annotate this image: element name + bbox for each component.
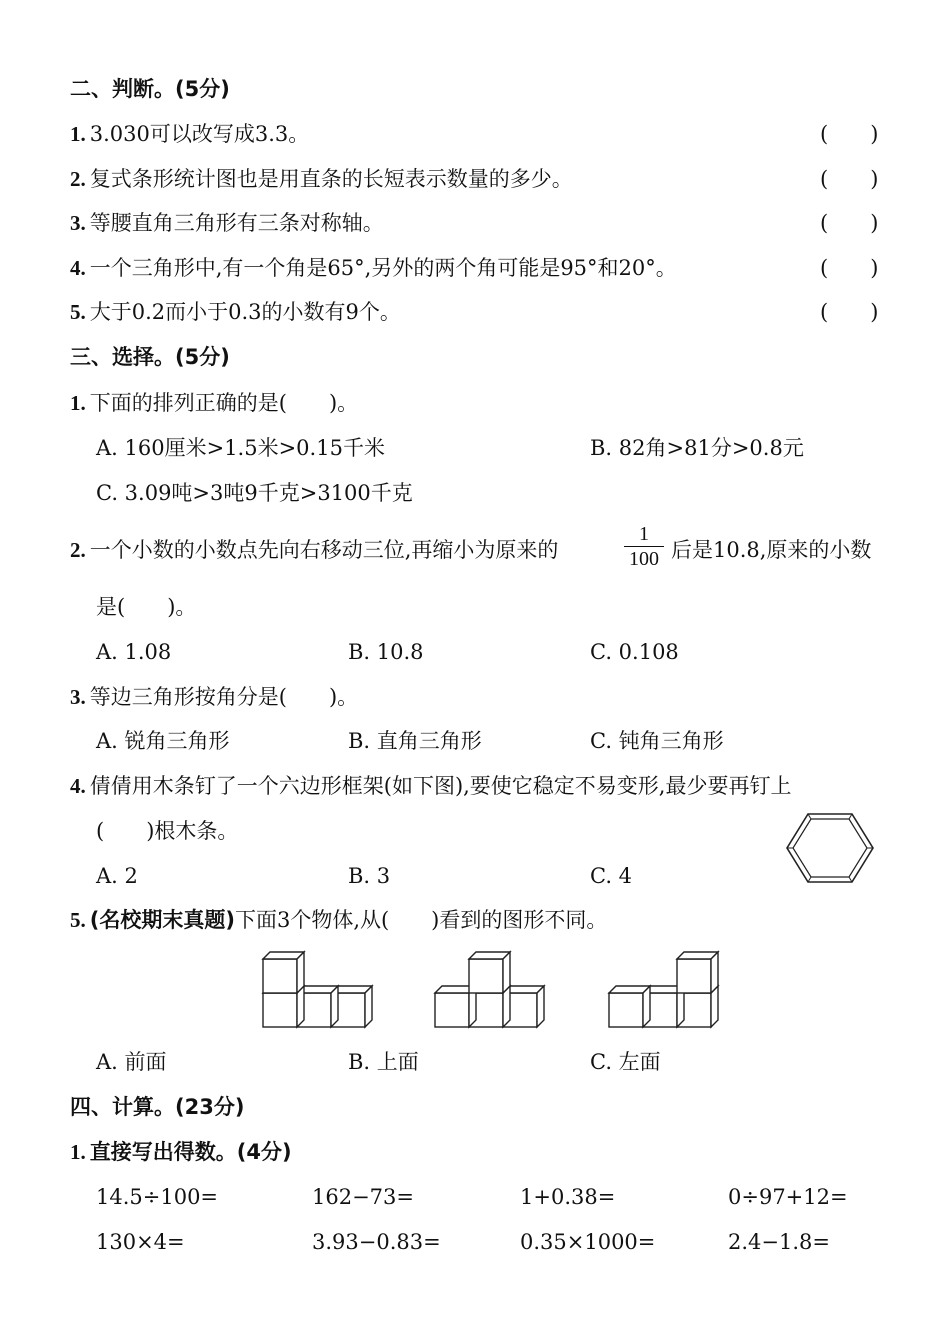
question-2-line-2: 是( )。	[96, 595, 197, 619]
answer-blank[interactable]: ( )	[820, 256, 879, 280]
option-a[interactable]: A. 1.08	[96, 640, 172, 664]
answer-blank[interactable]: ( )	[820, 122, 879, 146]
answer-blank[interactable]: ( )	[820, 300, 879, 324]
calc-problem[interactable]: 0.35×1000=	[520, 1230, 656, 1254]
calc-problem[interactable]: 1+0.38=	[520, 1185, 616, 1209]
option-b[interactable]: B. 82角>81分>0.8元	[590, 436, 804, 460]
cube-stack-3	[609, 952, 718, 1027]
option-c[interactable]: C. 钝角三角形	[590, 729, 724, 753]
calc-problem[interactable]: 162−73=	[312, 1185, 414, 1209]
question-2-text-after: 后是10.8,原来的小数	[671, 538, 872, 562]
judgment-item-3: 3. 等腰直角三角形有三条对称轴。	[70, 211, 384, 235]
hexagon-frame-icon	[782, 810, 878, 886]
answer-blank[interactable]: ( )	[820, 211, 879, 235]
section-heading-choice: 三、选择。(5分)	[70, 345, 230, 369]
cube-stack-1	[263, 952, 372, 1027]
calc-problem[interactable]: 130×4=	[96, 1230, 185, 1254]
choice-question-3: 3. 等边三角形按角分是( )。	[70, 685, 359, 709]
question-4-line-2: ( )根木条。	[96, 819, 239, 843]
choice-question-4: 4. 倩倩用木条钉了一个六边形框架(如下图),要使它稳定不易变形,最少要再钉上	[70, 774, 792, 798]
option-a[interactable]: A. 2	[96, 864, 138, 888]
choice-question-5: 5. (名校期末真题)下面3个物体,从( )看到的图形不同。	[70, 908, 608, 932]
option-b[interactable]: B. 3	[348, 864, 391, 888]
section-heading-judgment: 二、判断。(5分)	[70, 77, 230, 101]
cube-stack-2	[435, 952, 544, 1027]
option-b[interactable]: B. 上面	[348, 1050, 419, 1074]
option-b[interactable]: B. 10.8	[348, 640, 424, 664]
choice-question-2: 2. 一个小数的小数点先向右移动三位,再缩小为原来的	[70, 538, 559, 562]
answer-blank[interactable]: ( )	[820, 167, 879, 191]
option-c[interactable]: C. 左面	[590, 1050, 661, 1074]
option-b[interactable]: B. 直角三角形	[348, 729, 482, 753]
option-c[interactable]: C. 0.108	[590, 640, 679, 664]
option-a[interactable]: A. 锐角三角形	[96, 729, 230, 753]
calc-question-1: 1. 直接写出得数。(4分)	[70, 1140, 292, 1164]
calc-problem[interactable]: 3.93−0.83=	[312, 1230, 441, 1254]
judgment-item-5: 5. 大于0.2而小于0.3的小数有9个。	[70, 300, 401, 324]
calc-problem[interactable]: 0÷97+12=	[728, 1185, 848, 1209]
choice-question-1: 1. 下面的排列正确的是( )。	[70, 391, 359, 415]
cube-stacks-icon	[255, 948, 735, 1034]
option-c[interactable]: C. 3.09吨>3吨9千克>3100千克	[96, 481, 413, 505]
calc-problem[interactable]: 14.5÷100=	[96, 1185, 219, 1209]
option-a[interactable]: A. 160厘米>1.5米>0.15千米	[96, 436, 385, 460]
calc-problem[interactable]: 2.4−1.8=	[728, 1230, 830, 1254]
fraction-one-hundredth: 1 100	[624, 523, 664, 570]
option-a[interactable]: A. 前面	[96, 1050, 167, 1074]
judgment-item-2: 2. 复式条形统计图也是用直条的长短表示数量的多少。	[70, 167, 573, 191]
section-heading-calculation: 四、计算。(23分)	[70, 1095, 245, 1119]
judgment-item-1: 1. 3.030可以改写成3.3。	[70, 122, 310, 146]
option-c[interactable]: C. 4	[590, 864, 633, 888]
judgment-item-4: 4. 一个三角形中,有一个角是65°,另外的两个角可能是95°和20°。	[70, 256, 677, 280]
